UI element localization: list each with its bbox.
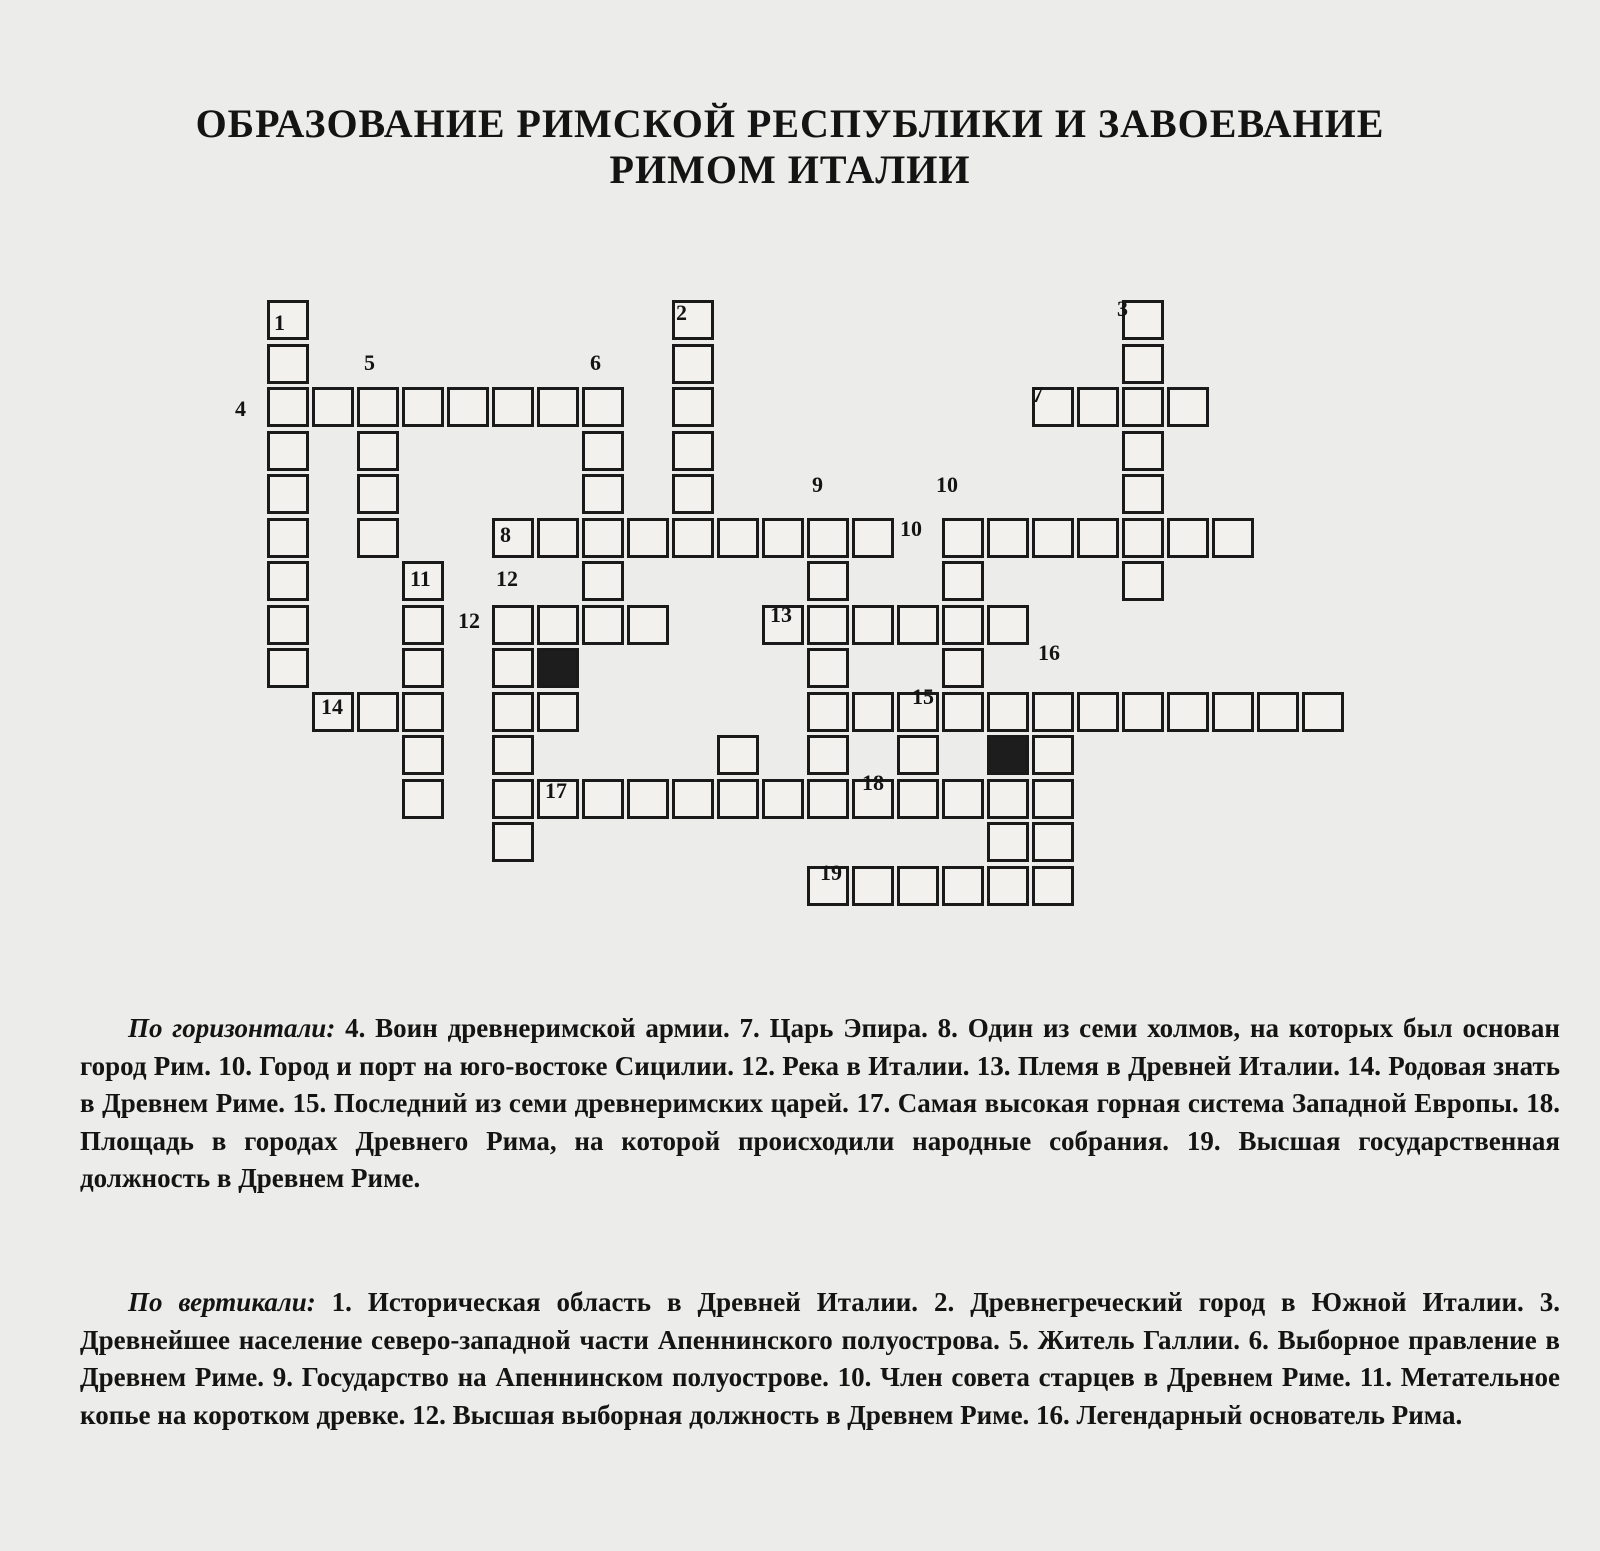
- crossword-cell[interactable]: [1032, 866, 1074, 906]
- crossword-cell[interactable]: [537, 387, 579, 427]
- crossword-cell[interactable]: [402, 692, 444, 732]
- crossword-cell[interactable]: [672, 474, 714, 514]
- crossword-blocked-cell: [987, 735, 1029, 775]
- crossword-cell[interactable]: [312, 387, 354, 427]
- crossword-cell[interactable]: [1077, 518, 1119, 558]
- crossword-cell[interactable]: [357, 518, 399, 558]
- crossword-cell[interactable]: [942, 692, 984, 732]
- crossword-cell[interactable]: [582, 605, 624, 645]
- page-title-line2: РИМОМ ИТАЛИИ: [609, 147, 971, 192]
- crossword-clue-number: 4: [235, 396, 246, 421]
- crossword-cell[interactable]: [672, 431, 714, 471]
- crossword-cell[interactable]: [267, 474, 309, 514]
- crossword-clue-number: 10: [936, 472, 958, 497]
- crossword-clue-number: 12: [458, 608, 480, 633]
- crossword-cell[interactable]: [987, 822, 1029, 862]
- crossword-cell[interactable]: [1122, 387, 1164, 427]
- crossword-cell[interactable]: [582, 474, 624, 514]
- crossword-clue-number: 1: [274, 310, 285, 335]
- crossword-cell[interactable]: [1167, 692, 1209, 732]
- crossword-cell[interactable]: [762, 518, 804, 558]
- crossword-cell[interactable]: [897, 605, 939, 645]
- crossword-clue-number: 19: [820, 860, 842, 885]
- crossword-cell[interactable]: [1122, 474, 1164, 514]
- clues-vertical-heading: По вертикали:: [128, 1287, 316, 1317]
- crossword-cell[interactable]: [987, 779, 1029, 819]
- crossword-cell[interactable]: [492, 518, 534, 558]
- crossword-cell[interactable]: [357, 692, 399, 732]
- crossword-cell[interactable]: [492, 735, 534, 775]
- crossword-cell[interactable]: [537, 692, 579, 732]
- clues-horizontal-heading: По горизонтали:: [128, 1013, 336, 1043]
- crossword-cell[interactable]: [492, 822, 534, 862]
- crossword-cell[interactable]: [492, 692, 534, 732]
- crossword-cell[interactable]: [627, 518, 669, 558]
- crossword-clue-number: 12: [496, 566, 518, 591]
- crossword-cell[interactable]: [492, 605, 534, 645]
- crossword-cell[interactable]: [807, 518, 849, 558]
- crossword-cell[interactable]: [987, 866, 1029, 906]
- crossword-cell[interactable]: [672, 344, 714, 384]
- crossword-cell[interactable]: [582, 387, 624, 427]
- crossword-clue-number: 14: [321, 694, 343, 719]
- crossword-cell[interactable]: [762, 779, 804, 819]
- page-title-line1: ОБРАЗОВАНИЕ РИМСКОЙ РЕСПУБЛИКИ И ЗАВОЕВАНИЕ: [195, 101, 1385, 146]
- crossword-cell[interactable]: [807, 779, 849, 819]
- crossword-cell[interactable]: [357, 431, 399, 471]
- crossword-cell[interactable]: [897, 779, 939, 819]
- crossword-cell[interactable]: [402, 735, 444, 775]
- crossword-cell[interactable]: [1032, 692, 1074, 732]
- crossword-clue-number: 18: [862, 770, 884, 795]
- crossword-cell[interactable]: [1212, 692, 1254, 732]
- crossword-cell[interactable]: [807, 692, 849, 732]
- crossword-cell[interactable]: [1122, 300, 1164, 340]
- crossword-cell[interactable]: [942, 605, 984, 645]
- crossword-cell[interactable]: [1032, 779, 1074, 819]
- crossword-cell[interactable]: [1302, 692, 1344, 732]
- crossword-cell[interactable]: [1257, 692, 1299, 732]
- crossword-cell[interactable]: [267, 431, 309, 471]
- crossword-cell[interactable]: [537, 605, 579, 645]
- crossword-cell[interactable]: [582, 431, 624, 471]
- crossword-cell[interactable]: [987, 605, 1029, 645]
- crossword-cell[interactable]: [402, 648, 444, 688]
- crossword-cell[interactable]: [852, 518, 894, 558]
- crossword-cell[interactable]: [267, 518, 309, 558]
- crossword-cell[interactable]: [357, 474, 399, 514]
- crossword-cell[interactable]: [267, 561, 309, 601]
- crossword-cell[interactable]: [1077, 692, 1119, 732]
- crossword-cell[interactable]: [807, 561, 849, 601]
- crossword-cell[interactable]: [852, 605, 894, 645]
- crossword-cell[interactable]: [1032, 735, 1074, 775]
- crossword-clue-number: 3: [1117, 296, 1128, 321]
- crossword-cell[interactable]: [1032, 822, 1074, 862]
- crossword-cell[interactable]: [402, 605, 444, 645]
- crossword-cell[interactable]: [1032, 518, 1074, 558]
- crossword-cell[interactable]: [987, 692, 1029, 732]
- crossword-cell[interactable]: [492, 648, 534, 688]
- crossword-cell[interactable]: [942, 866, 984, 906]
- crossword-clue-number: 13: [770, 602, 792, 627]
- crossword-cell[interactable]: [537, 518, 579, 558]
- clues-vertical-text: 1. Историческая область в Древней Италии. 2. Древнегреческий город в Южной Италии. 3. Древнейшее население северо-западной части Апеннинского полуострова. 5. Житель Галлии. 6. Выборное правление в Древнем Риме. 9. Государство на Апеннинском полуострове. 10. Член совета старцев в Древнем Риме. 11. Метательное копье на коротком древке. 12. Высшая выборная должность в Древнем Риме. 16. Легендарный основатель Рима.: [80, 1287, 1560, 1430]
- crossword-cell[interactable]: [852, 692, 894, 732]
- crossword-clue-number: 8: [500, 522, 511, 547]
- crossword-blocked-cell: [537, 648, 579, 688]
- crossword-cell[interactable]: [447, 387, 489, 427]
- crossword-clue-number: 9: [812, 472, 823, 497]
- clues-horizontal: [80, 1010, 1560, 1198]
- crossword-cell[interactable]: [1122, 518, 1164, 558]
- crossword-cell[interactable]: [897, 735, 939, 775]
- crossword-clue-number: 17: [545, 778, 567, 803]
- crossword-cell[interactable]: [357, 387, 399, 427]
- crossword-cell[interactable]: [492, 779, 534, 819]
- crossword-cell[interactable]: [1122, 561, 1164, 601]
- crossword-clue-number: 7: [1032, 382, 1043, 407]
- crossword-cell[interactable]: [942, 561, 984, 601]
- crossword-clue-number: 6: [590, 350, 601, 375]
- crossword-cell[interactable]: [807, 735, 849, 775]
- crossword-cell[interactable]: [717, 779, 759, 819]
- crossword-cell[interactable]: [807, 648, 849, 688]
- crossword-cell[interactable]: [1077, 387, 1119, 427]
- clues-horizontal-text: 4. Воин древнеримской армии. 7. Царь Эпира. 8. Один из семи холмов, на которых был основан город Рим. 10. Город и порт на юго-востоке Сицилии. 12. Река в Италии. 13. Племя в Древней Италии. 14. Родовая знать в Древнем Риме. 15. Последний из семи древнеримских царей. 17. Самая высокая горная система Западной Европы. 18. Площадь в городах Древнего Рима, на которой происходили народные собрания. 19. Высшая государственная должность в Древнем Риме.: [80, 1013, 1560, 1194]
- crossword-cell[interactable]: [1167, 387, 1209, 427]
- crossword-cell[interactable]: [267, 344, 309, 384]
- crossword-cell[interactable]: [492, 387, 534, 427]
- crossword-cell[interactable]: [267, 387, 309, 427]
- crossword-cell[interactable]: [627, 605, 669, 645]
- crossword-cell[interactable]: [672, 518, 714, 558]
- crossword-cell[interactable]: [582, 779, 624, 819]
- crossword-clue-number: 11: [410, 566, 431, 591]
- crossword-cell[interactable]: [1212, 518, 1254, 558]
- crossword-cell[interactable]: [717, 518, 759, 558]
- crossword-cell[interactable]: [402, 387, 444, 427]
- crossword-cell[interactable]: [1167, 518, 1209, 558]
- crossword-cell[interactable]: [267, 648, 309, 688]
- crossword-cell[interactable]: [897, 866, 939, 906]
- clues-vertical: [80, 1284, 1560, 1434]
- crossword-cell[interactable]: [717, 735, 759, 775]
- crossword-cell[interactable]: [582, 518, 624, 558]
- crossword-cell[interactable]: [807, 605, 849, 645]
- crossword-cell[interactable]: [402, 779, 444, 819]
- crossword-cell[interactable]: [1122, 431, 1164, 471]
- crossword-cell[interactable]: [672, 779, 714, 819]
- crossword-cell[interactable]: [987, 518, 1029, 558]
- crossword-cell[interactable]: [852, 866, 894, 906]
- crossword-cell[interactable]: [1122, 692, 1164, 732]
- crossword-cell[interactable]: [267, 605, 309, 645]
- crossword-cell[interactable]: [942, 648, 984, 688]
- crossword-cell[interactable]: [582, 561, 624, 601]
- crossword-cell[interactable]: [942, 518, 984, 558]
- crossword-cell[interactable]: [942, 779, 984, 819]
- crossword-clue-number: 2: [676, 300, 687, 325]
- crossword-cell[interactable]: [627, 779, 669, 819]
- crossword-clue-number: 16: [1038, 640, 1060, 665]
- crossword-clue-number: 5: [364, 350, 375, 375]
- crossword-clue-number: 10: [900, 516, 922, 541]
- crossword-cell[interactable]: [1122, 344, 1164, 384]
- crossword-clue-number: 15: [912, 684, 934, 709]
- crossword-cell[interactable]: [672, 387, 714, 427]
